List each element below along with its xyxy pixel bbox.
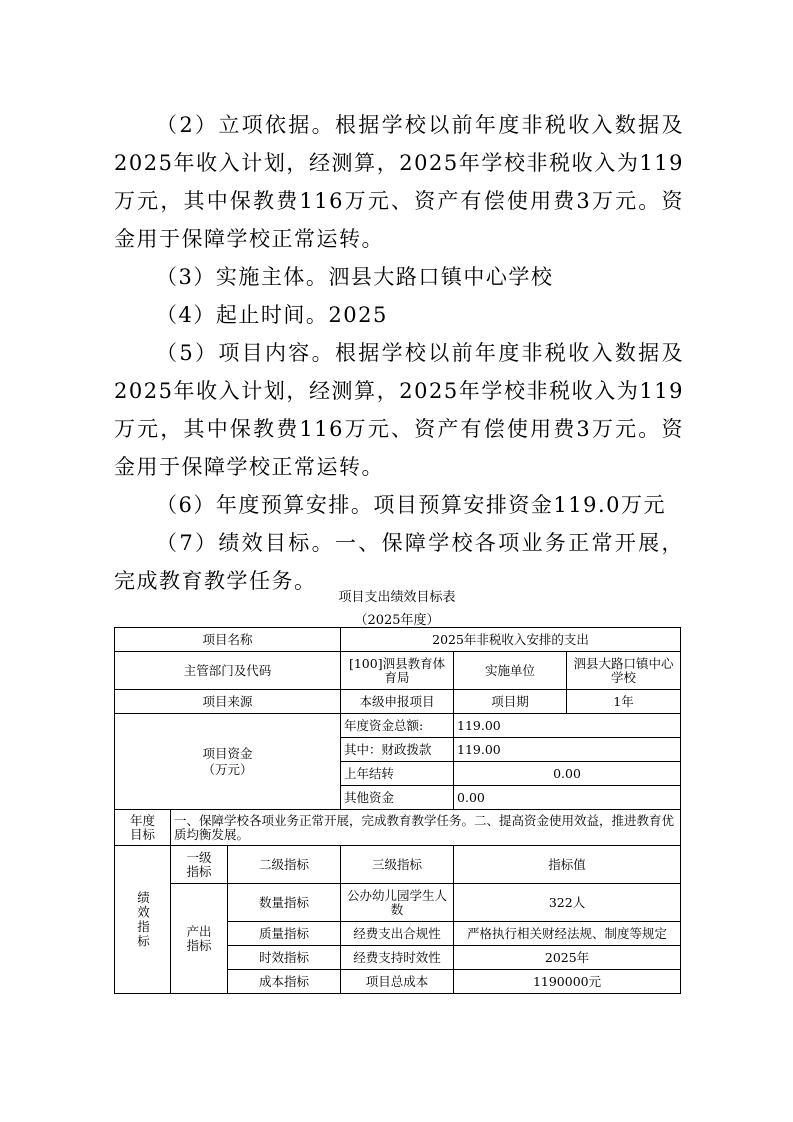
funds-carry-value: 0.00 [454,762,681,786]
funds-fiscal-value: 119.00 [454,738,681,762]
funds-label [115,714,341,810]
funds-label-text: 项目资金（万元） [202,745,253,777]
header-level1-text: 一级指标 [186,849,212,879]
impl-value: 泗县大路口镇中心学校 [567,652,681,690]
dept-label: 主管部门及代码 [115,652,341,690]
paragraph-basis: （2）立项依据。根据学校以前年度非税收入数据及2025年收入计划，经测算，2025年学校非税收入为119万元，其中保教费116万元、资产有偿使用费3万元。资金用于保障学校正常运转。 [114,113,684,251]
funds-fiscal-label: 其中：财政拨款 [341,738,454,762]
paragraph-content: （5）项目内容。根据学校以前年度非税收入数据及2025年收入计划，经测算，2025年学校非税收入为119万元，其中保教费116万元、资产有偿使用费3万元。资金用于保障学校正常运转。 [114,341,684,479]
funds-total-value: 119.00 [454,714,681,738]
perf-label [115,846,171,994]
output-label-text: 产出指标 [186,923,212,953]
row-l2: 时效指标 [228,946,341,970]
source-label: 项目来源 [115,690,341,714]
goal-value: 一、保障学校各项业务正常开展，完成教育教学任务。二、提高资金使用效益，推进教育优质均衡发展。 [171,810,681,846]
table-row [115,846,681,884]
table-row [115,628,681,652]
header-level3: 三级指标 [341,846,454,884]
row-l3: 项目总成本 [341,970,454,994]
table-row [115,652,681,690]
funds-total-label: 年度资金总额: [341,714,454,738]
project-name-label: 项目名称 [115,628,341,652]
header-level2: 二级指标 [228,846,341,884]
goal-label-text: 年度目标 [129,812,155,842]
source-value: 本级申报项目 [341,690,454,714]
paragraph-implementer: （3）实施主体。泗县大路口镇中心学校 [156,265,554,289]
row-l3: 公办幼儿园学生人数 [341,884,454,922]
period-label: 项目期 [454,690,567,714]
period-value: 1年 [567,690,681,714]
row-value: 严格执行相关财经法规、制度等规定 [454,922,681,946]
table-row [115,810,681,846]
table-row [115,884,681,922]
row-l2: 成本指标 [228,970,341,994]
table-row [115,690,681,714]
performance-table [114,627,681,994]
paragraph-period: （4）起止时间。2025 [156,303,388,327]
row-l3: 经费支出合规性 [341,922,454,946]
paragraph-goal: （7）绩效目标。一、保障学校各项业务正常开展，完成教育教学任务。 [114,531,684,593]
dept-value: [100]泗县教育体育局 [341,652,454,690]
goal-label [115,810,171,846]
row-l3: 经费支持时效性 [341,946,454,970]
paragraph-budget: （6）年度预算安排。项目预算安排资金119.0万元 [156,493,666,517]
row-value: 322人 [454,884,681,922]
row-value: 2025年 [454,946,681,970]
funds-other-label: 其他资金 [341,786,454,810]
table-row [115,714,681,738]
row-value: 1190000元 [454,970,681,994]
header-level1 [171,846,228,884]
row-l2: 数量指标 [228,884,341,922]
impl-label: 实施单位 [454,652,567,690]
output-label [171,884,228,994]
perf-label-text: 绩效指标 [135,890,151,949]
row-l2: 质量指标 [228,922,341,946]
funds-other-value: 0.00 [454,786,681,810]
table-subtitle: （2025年度） [354,613,440,628]
table-title: 项目支出绩效目标表 [338,590,456,605]
header-value: 指标值 [454,846,681,884]
project-name-value: 2025年非税收入安排的支出 [341,628,681,652]
funds-carry-label: 上年结转 [341,762,454,786]
